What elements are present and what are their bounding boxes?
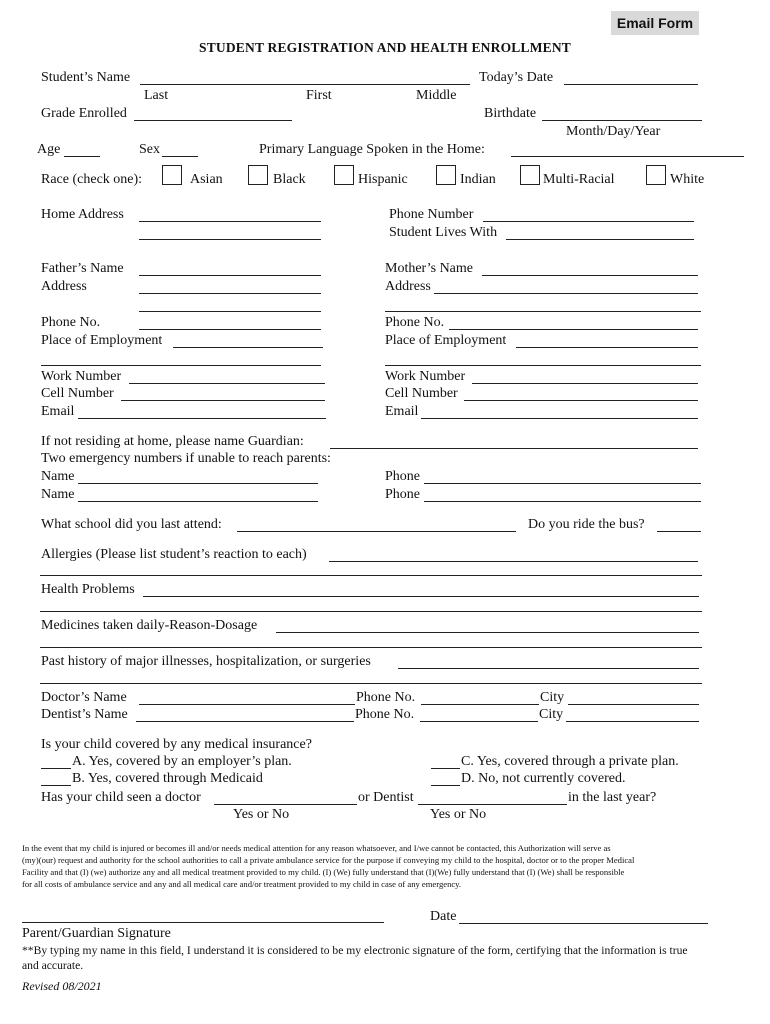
birthdate-hint: Month/Day/Year xyxy=(566,124,661,139)
father-phone-field[interactable] xyxy=(139,329,321,330)
father-employment-label: Place of Employment xyxy=(41,333,163,348)
signature-label: Parent/Guardian Signature xyxy=(22,926,171,941)
insurance-option-c-blank[interactable] xyxy=(431,768,460,769)
last-year-label: in the last year? xyxy=(568,790,657,805)
health-problems-line[interactable] xyxy=(40,611,702,612)
insurance-question: Is your child covered by any medical insurance? xyxy=(41,737,312,752)
sex-label: Sex xyxy=(139,142,160,157)
grade-field[interactable] xyxy=(134,120,292,121)
father-name-field[interactable] xyxy=(139,275,321,276)
insurance-option-a-blank[interactable] xyxy=(41,768,71,769)
doctor-phone-label: Phone No. xyxy=(356,690,416,705)
authorization-line-1: In the event that my child is injured or becomes ill and/or needs medical attention for any reason whatsoever, and I/we cannot be contacted, this Authorization will serve as xyxy=(22,843,611,853)
emergency-phone-1-label: Phone xyxy=(385,469,420,484)
mother-employment-field-1[interactable] xyxy=(516,347,698,348)
medicines-label: Medicines taken daily-Reason-Dosage xyxy=(41,618,258,633)
sex-field[interactable] xyxy=(162,156,198,157)
mother-cell-field[interactable] xyxy=(464,400,698,401)
race-black-checkbox[interactable] xyxy=(248,165,268,185)
dentist-city-field[interactable] xyxy=(566,721,699,722)
insurance-option-c: C. Yes, covered through a private plan. xyxy=(461,754,679,769)
mother-email-field[interactable] xyxy=(421,418,698,419)
first-hint: First xyxy=(306,88,332,103)
mother-cell-label: Cell Number xyxy=(385,386,458,401)
birthdate-field[interactable] xyxy=(542,120,702,121)
home-address-field-2[interactable] xyxy=(139,239,321,240)
race-multiracial-checkbox[interactable] xyxy=(520,165,540,185)
home-phone-label: Phone Number xyxy=(389,207,474,222)
father-work-label: Work Number xyxy=(41,369,122,384)
father-employment-field-2[interactable] xyxy=(41,365,321,366)
dentist-name-field[interactable] xyxy=(136,721,354,722)
dentist-yes-no-hint: Yes or No xyxy=(430,807,487,822)
middle-hint: Middle xyxy=(416,88,457,103)
emergency-label: Two emergency numbers if unable to reach parents: xyxy=(41,451,331,466)
esignature-note-line-1: **By typing my name in this field, I understand it is considered to be my electronic signature of the form, certifying that the information is true xyxy=(22,944,688,957)
race-indian-checkbox[interactable] xyxy=(436,165,456,185)
authorization-line-4: for all costs of ambulance service and any and all medical care and/or treatment provided to my child in case of any emergency. xyxy=(22,879,462,889)
insurance-option-d-blank[interactable] xyxy=(431,785,460,786)
father-address-field-2[interactable] xyxy=(139,311,321,312)
medicines-line[interactable] xyxy=(40,647,702,648)
insurance-option-b-blank[interactable] xyxy=(41,785,71,786)
age-field[interactable] xyxy=(64,156,100,157)
language-label: Primary Language Spoken in the Home: xyxy=(259,142,485,157)
student-name-field[interactable] xyxy=(140,84,470,85)
guardian-field[interactable] xyxy=(330,448,698,449)
bus-label: Do you ride the bus? xyxy=(528,517,645,532)
dentist-name-label: Dentist’s Name xyxy=(41,707,128,722)
mother-work-field[interactable] xyxy=(472,383,698,384)
health-problems-label: Health Problems xyxy=(41,582,135,597)
bus-field[interactable] xyxy=(657,531,701,532)
revision-label: Revised 08/2021 xyxy=(22,979,102,993)
health-problems-field[interactable] xyxy=(143,596,699,597)
history-line[interactable] xyxy=(40,683,702,684)
history-field[interactable] xyxy=(398,668,699,669)
esignature-note-line-2: and accurate. xyxy=(22,959,84,972)
race-asian-label: Asian xyxy=(190,172,223,187)
seen-dentist-label: or Dentist xyxy=(358,790,414,805)
today-date-field[interactable] xyxy=(564,84,698,85)
signature-date-field[interactable] xyxy=(459,923,708,924)
insurance-option-b: B. Yes, covered through Medicaid xyxy=(72,771,263,786)
doctor-name-field[interactable] xyxy=(139,704,355,705)
signature-field[interactable] xyxy=(22,922,384,923)
birthdate-label: Birthdate xyxy=(484,106,537,121)
insurance-option-d: D. No, not currently covered. xyxy=(461,771,626,786)
doctor-city-field[interactable] xyxy=(568,704,699,705)
father-address-field-1[interactable] xyxy=(139,293,321,294)
emergency-phone-1-field[interactable] xyxy=(424,483,701,484)
home-address-label: Home Address xyxy=(41,207,124,222)
race-hispanic-label: Hispanic xyxy=(358,172,408,187)
mother-name-field[interactable] xyxy=(482,275,698,276)
last-school-field[interactable] xyxy=(237,531,516,532)
home-address-field-1[interactable] xyxy=(139,221,321,222)
father-phone-label: Phone No. xyxy=(41,315,101,330)
emergency-phone-2-field[interactable] xyxy=(424,501,701,502)
mother-address-field-2[interactable] xyxy=(385,311,701,312)
race-hispanic-checkbox[interactable] xyxy=(334,165,354,185)
father-employment-field-1[interactable] xyxy=(173,347,323,348)
student-name-label: Student’s Name xyxy=(41,70,131,85)
email-form-button[interactable]: Email Form xyxy=(611,11,699,35)
signature-date-label: Date xyxy=(430,909,457,924)
mother-address-field-1[interactable] xyxy=(434,293,698,294)
page-title: STUDENT REGISTRATION AND HEALTH ENROLLMENT xyxy=(199,40,571,55)
mother-work-label: Work Number xyxy=(385,369,466,384)
age-label: Age xyxy=(37,142,61,157)
race-asian-checkbox[interactable] xyxy=(162,165,182,185)
race-label: Race (check one): xyxy=(41,172,143,187)
allergies-line[interactable] xyxy=(40,575,702,576)
emergency-name-1-label: Name xyxy=(41,469,75,484)
last-school-label: What school did you last attend: xyxy=(41,517,222,532)
father-email-field[interactable] xyxy=(78,418,326,419)
authorization-line-3: Facility and that (I) (we) authorize any and all medical treatment provided to my child. (I) (We) fully understand that (I)(We) fully understand that (I) (We) shall be responsible xyxy=(22,867,625,877)
father-email-label: Email xyxy=(41,404,75,419)
seen-doctor-field[interactable] xyxy=(214,804,357,805)
allergies-field[interactable] xyxy=(329,561,698,562)
mother-employment-label: Place of Employment xyxy=(385,333,507,348)
emergency-phone-2-label: Phone xyxy=(385,487,420,502)
mother-phone-label: Phone No. xyxy=(385,315,445,330)
dentist-city-label: City xyxy=(539,707,564,722)
history-label: Past history of major illnesses, hospitalization, or surgeries xyxy=(41,654,371,669)
father-name-label: Father’s Name xyxy=(41,261,124,276)
father-work-field[interactable] xyxy=(129,383,325,384)
guardian-label: If not residing at home, please name Guardian: xyxy=(41,434,304,449)
emergency-name-1-field[interactable] xyxy=(78,483,318,484)
doctor-name-label: Doctor’s Name xyxy=(41,690,127,705)
mother-name-label: Mother’s Name xyxy=(385,261,473,276)
home-phone-field[interactable] xyxy=(483,221,694,222)
father-cell-label: Cell Number xyxy=(41,386,114,401)
seen-dentist-field[interactable] xyxy=(418,804,567,805)
race-white-label: White xyxy=(670,172,705,187)
seen-doctor-label: Has your child seen a doctor xyxy=(41,790,201,805)
mother-phone-field[interactable] xyxy=(449,329,698,330)
doctor-city-label: City xyxy=(540,690,565,705)
father-address-label: Address xyxy=(41,279,87,294)
dentist-phone-label: Phone No. xyxy=(355,707,415,722)
mother-email-label: Email xyxy=(385,404,419,419)
race-multiracial-label: Multi-Racial xyxy=(543,172,615,187)
emergency-name-2-field[interactable] xyxy=(78,501,318,502)
lives-with-field[interactable] xyxy=(506,239,694,240)
insurance-option-a: A. Yes, covered by an employer’s plan. xyxy=(72,754,292,769)
doctor-yes-no-hint: Yes or No xyxy=(233,807,290,822)
lives-with-label: Student Lives With xyxy=(389,225,498,240)
emergency-name-2-label: Name xyxy=(41,487,75,502)
authorization-line-2: (my)(our) request and authority for the school authorities to call a private ambulance service for the purpose if conveying my child to the hospital, doctor or to the proper Medical xyxy=(22,855,635,865)
last-hint: Last xyxy=(144,88,169,103)
dentist-phone-field[interactable] xyxy=(420,721,538,722)
race-indian-label: Indian xyxy=(460,172,496,187)
mother-address-label: Address xyxy=(385,279,431,294)
doctor-phone-field[interactable] xyxy=(421,704,539,705)
grade-label: Grade Enrolled xyxy=(41,106,127,121)
mother-employment-field-2[interactable] xyxy=(385,365,701,366)
allergies-label: Allergies (Please list student’s reaction to each) xyxy=(41,547,307,562)
language-field[interactable] xyxy=(511,156,744,157)
race-black-label: Black xyxy=(273,172,306,187)
race-white-checkbox[interactable] xyxy=(646,165,666,185)
father-cell-field[interactable] xyxy=(121,400,325,401)
medicines-field[interactable] xyxy=(276,632,699,633)
today-date-label: Today’s Date xyxy=(479,70,554,85)
